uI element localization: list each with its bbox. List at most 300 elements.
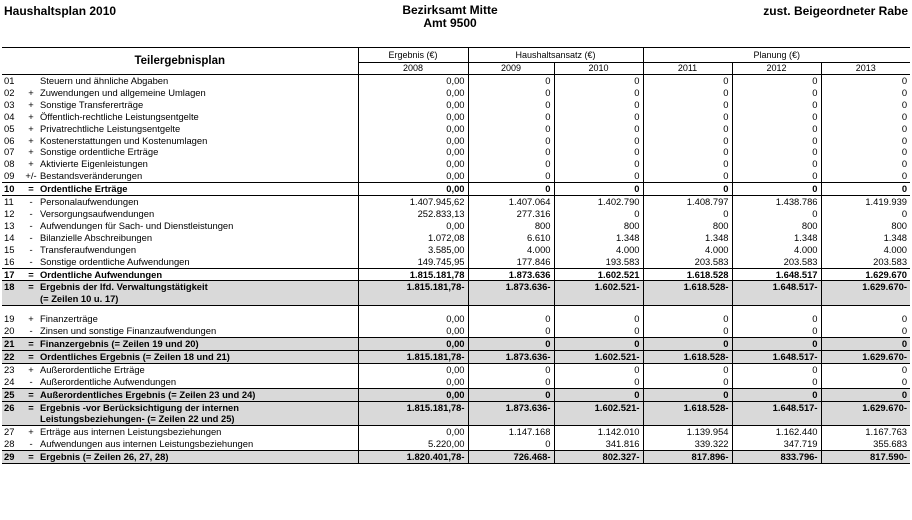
table-row [2,451,910,464]
row-number [2,293,24,305]
row-operator [24,75,38,87]
row-label: Zuwendungen und allgemeine Umlagen [40,86,206,98]
row-value: 1.873.636- [468,350,554,363]
row-value: 355.683 [821,438,910,450]
row-value: 0 [554,87,643,99]
row-value: 0 [732,363,821,375]
row-label: Finanzerträge [40,313,98,325]
row-value: 1.348 [643,232,732,244]
row-value [821,293,910,305]
row-number: 15 [4,243,15,255]
row-label: Ergebnis (= Zeilen 26, 27, 28) [38,451,358,464]
row-operator: + [28,86,34,98]
row-operator: = [24,268,38,281]
row-value: 817.590- [821,451,910,464]
row-value: 193.583 [554,256,643,268]
row-operator: - [29,375,33,387]
row-label: Außerordentliche Aufwendungen [40,375,177,387]
row-value: 0 [643,338,732,351]
row-value: 0 [732,99,821,111]
row-number: 11 [4,196,14,208]
row-value: 1.407.064 [468,196,554,208]
row-value: 0 [732,158,821,170]
row-value: 0 [643,87,732,99]
group-header-haushaltsansatz: Haushaltsansatz (€) [468,48,643,63]
row-value: 0 [468,123,554,135]
row-label: Transferaufwendungen [40,243,137,255]
spacer-cell [468,306,554,314]
row-number: 05 [4,122,15,134]
header-plan-title: Haushaltsplan 2010 [4,4,117,18]
year-header: 2012 [732,63,821,75]
row-number: 23 [4,363,15,375]
row-value: 1.629.670- [821,281,910,293]
table-row [2,350,910,363]
row-value: 0 [554,146,643,158]
row-label: Sonstige ordentliche Erträge [40,146,159,158]
row-operator [24,293,38,305]
row-value: 1.873.636- [468,281,554,293]
row-value: 0 [643,135,732,147]
table-row [2,183,910,196]
row-value: 0,00 [358,363,468,375]
table-row [2,388,910,401]
table-title: Teilergebnisplan [2,48,358,75]
row-value: 1.618.528- [643,281,732,293]
table-row [2,313,910,325]
row-number: 08 [4,158,15,170]
row-label: Ordentliches Ergebnis (= Zeilen 18 und 21) [38,350,358,363]
row-label: Bilanzielle Abschreibungen [40,231,153,243]
row-value: 0 [643,313,732,325]
row-value: 0 [732,111,821,123]
row-value: 1.348 [732,232,821,244]
row-value: 0 [821,338,910,351]
row-value: 0 [554,208,643,220]
row-value: 203.583 [821,256,910,268]
row-value: 1.618.528- [643,350,732,363]
row-value: 1.629.670- [821,401,910,413]
header-office-name: Bezirksamt Mitte [402,3,498,17]
row-value: 1.348 [821,232,910,244]
row-value: 0 [554,111,643,123]
row-value: 800 [643,220,732,232]
row-value: 1.815.181,78 [358,268,468,281]
table-row-continuation [2,413,910,425]
row-label-continuation: (= Zeilen 10 u. 17) [38,293,358,305]
row-value: 0 [643,363,732,375]
row-value [468,413,554,425]
row-label: Außerordentliches Ergebnis (= Zeilen 23 und 24) [38,388,358,401]
row-operator: = [24,388,38,401]
table-body [2,75,910,464]
row-value: 0,00 [358,111,468,123]
row-value: 341.816 [554,438,643,450]
row-operator: = [24,350,38,363]
table-row [2,111,910,123]
row-label: Öffentlich-rechtliche Leistungsentgelte [40,110,199,122]
row-value: 339.322 [643,438,732,450]
row-value: 0 [468,87,554,99]
row-value: 0,00 [358,170,468,182]
row-number: 13 [4,219,15,231]
row-value: 0 [732,135,821,147]
row-value: 0 [732,75,821,87]
row-value: 4.000 [732,244,821,256]
row-value: 0 [554,99,643,111]
row-operator: - [29,243,33,255]
row-value: 0 [643,158,732,170]
row-value: 1.167.763 [821,426,910,438]
row-operator: - [29,219,33,231]
row-value: 0 [554,363,643,375]
table-row [2,208,910,220]
row-value: 0,00 [358,220,468,232]
row-number: 20 [4,325,15,337]
table-row [2,75,910,87]
row-value: 726.468- [468,451,554,464]
row-value: 0 [821,388,910,401]
row-label: Sonstige Transfererträge [40,98,144,110]
row-label: Aktivierte Eigenleistungen [40,158,148,170]
row-operator: + [28,98,34,110]
row-value: 0 [554,170,643,182]
table-row [2,135,910,147]
row-label: Bestandsveränderungen [40,170,143,182]
row-value: 203.583 [643,256,732,268]
row-label: Versorgungsaufwendungen [40,207,155,219]
row-value: 0,00 [358,135,468,147]
row-value: 1.602.521- [554,401,643,413]
row-label: Außerordentliche Erträge [40,363,145,375]
row-value: 0 [821,158,910,170]
row-value: 6.610 [468,232,554,244]
row-value: 0 [554,338,643,351]
row-value: 0 [468,183,554,196]
row-value: 1.602.521- [554,281,643,293]
row-label: Steuern und ähnliche Abgaben [40,75,169,86]
row-number: 18 [2,281,24,293]
row-operator: - [29,255,33,267]
row-value: 800 [732,220,821,232]
spacer-row [2,306,910,314]
row-value: 1.419.939 [821,196,910,208]
row-number: 19 [4,313,15,325]
row-value: 0,00 [358,99,468,111]
table-row [2,268,910,281]
row-label: Finanzergebnis (= Zeilen 19 und 20) [38,338,358,351]
row-number: 14 [4,231,15,243]
row-value: 0 [468,363,554,375]
row-number: 28 [4,438,15,450]
row-value: 0 [732,338,821,351]
row-value: 4.000 [821,244,910,256]
row-number: 03 [4,98,15,110]
row-value: 0 [732,87,821,99]
row-operator: = [24,338,38,351]
row-value: 0 [468,338,554,351]
row-value: 0 [821,313,910,325]
row-number: 09 [4,170,15,182]
row-value: 0,00 [358,75,468,87]
row-label: Ergebnis der lfd. Verwaltungstätigkeit [38,281,358,293]
row-value: 1.072,08 [358,232,468,244]
row-value: 802.327- [554,451,643,464]
row-value: 1.815.181,78- [358,401,468,413]
spacer-cell [643,306,732,314]
row-value: 0,00 [358,183,468,196]
row-value: 1.602.521- [554,350,643,363]
table-row [2,232,910,244]
year-header: 2008 [358,63,468,75]
row-value: 0 [643,123,732,135]
row-value: 1.629.670 [821,268,910,281]
row-value: 0,00 [358,87,468,99]
row-value: 149.745,95 [358,256,468,268]
row-value: 833.796- [732,451,821,464]
table-row [2,146,910,158]
row-operator: - [29,438,33,450]
row-value: 1.407.945,62 [358,196,468,208]
row-number: 29 [2,451,24,464]
row-value: 1.402.790 [554,196,643,208]
row-value: 0 [821,87,910,99]
table-row [2,256,910,268]
row-value: 1.142.010 [554,426,643,438]
row-value: 1.820.401,78- [358,451,468,464]
row-operator [24,413,38,425]
row-value: 0 [821,376,910,388]
row-operator: - [29,207,33,219]
row-value: 0 [732,313,821,325]
row-value: 0 [732,183,821,196]
row-operator: + [28,426,34,438]
row-value: 0 [468,111,554,123]
row-operator: = [24,281,38,293]
row-value: 0 [468,158,554,170]
row-value: 1.648.517- [732,350,821,363]
row-value: 1.348 [554,232,643,244]
row-value: 0 [468,376,554,388]
row-value: 5.220,00 [358,438,468,450]
row-value: 0 [468,99,554,111]
row-operator: = [24,183,38,196]
row-value: 0 [643,146,732,158]
row-value: 347.719 [732,438,821,450]
row-value: 252.833,13 [358,208,468,220]
row-operator: + [28,122,34,134]
row-value: 0 [554,75,643,87]
row-value: 0 [468,313,554,325]
row-value: 0 [468,135,554,147]
row-operator: + [28,146,34,158]
row-number [2,413,24,425]
table-row [2,426,910,438]
row-value: 0 [821,146,910,158]
page-header [0,0,912,40]
row-value: 0 [468,388,554,401]
header-office-unit: Amt 9500 [423,16,477,30]
row-number: 22 [2,350,24,363]
row-value: 1.618.528- [643,401,732,413]
row-number: 16 [4,255,15,267]
row-value: 0 [554,158,643,170]
row-operator: - [29,325,33,337]
row-label: Privatrechtliche Leistungsentgelte [40,122,181,134]
row-value: 0 [732,146,821,158]
row-number: 17 [2,268,24,281]
row-value: 0 [821,170,910,182]
row-value: 0,00 [358,376,468,388]
row-label: Personalaufwendungen [40,196,139,208]
spacer-cell [821,306,910,314]
row-number: 10 [2,183,24,196]
row-operator: + [28,363,34,375]
row-value: 4.000 [468,244,554,256]
row-value: 0 [554,325,643,337]
table-row [2,170,910,182]
row-label: Ergebnis -vor Berücksichtigung der internen [38,401,358,413]
row-value: 203.583 [732,256,821,268]
row-value: 4.000 [554,244,643,256]
spacer-cell [358,306,468,314]
row-value: 0,00 [358,325,468,337]
row-value: 0,00 [358,388,468,401]
row-number: 12 [4,207,15,219]
group-header-planung: Planung (€) [643,48,910,63]
year-header: 2013 [821,63,910,75]
row-value: 3.585,00 [358,244,468,256]
row-value: 1.648.517 [732,268,821,281]
row-value [554,293,643,305]
row-value: 800 [821,220,910,232]
row-value [643,413,732,425]
table-row [2,158,910,170]
row-value [358,413,468,425]
row-value: 1.602.521 [554,268,643,281]
header-responsible: zust. Beigeordneter Rabe [763,4,908,18]
table-row [2,325,910,337]
table-row [2,244,910,256]
row-value: 1.162.440 [732,426,821,438]
row-operator: + [28,158,34,170]
row-value: 0 [468,146,554,158]
row-value: 1.438.786 [732,196,821,208]
row-number: 25 [2,388,24,401]
row-operator: - [29,196,33,208]
row-number: 06 [4,134,15,146]
table-row [2,338,910,351]
row-value: 1.139.954 [643,426,732,438]
row-value: 1.873.636 [468,268,554,281]
row-number: 24 [4,375,15,387]
row-label: Kostenerstattungen und Kostenumlagen [40,134,208,146]
row-value: 800 [554,220,643,232]
row-operator: + [28,313,34,325]
row-value: 0,00 [358,338,468,351]
row-value: 0 [554,313,643,325]
row-value: 0 [732,388,821,401]
row-value: 1.147.168 [468,426,554,438]
row-value: 0 [643,99,732,111]
row-operator: - [29,231,33,243]
row-value: 0 [821,363,910,375]
row-value: 1.629.670- [821,350,910,363]
row-number: 02 [4,86,15,98]
row-value: 1.873.636- [468,401,554,413]
row-value [732,413,821,425]
row-value: 0 [554,123,643,135]
row-value: 1.815.181,78- [358,281,468,293]
row-value: 1.408.797 [643,196,732,208]
row-label: Erträge aus internen Leistungsbeziehungen [40,426,222,438]
row-value: 0 [821,75,910,87]
row-label: Ordentliche Aufwendungen [38,268,358,281]
table-row-continuation [2,293,910,305]
row-value: 0 [732,325,821,337]
row-value [358,293,468,305]
row-number: 27 [4,426,15,438]
row-value: 0 [554,183,643,196]
row-value: 0 [821,325,910,337]
row-operator: + [28,110,34,122]
row-number: 21 [2,338,24,351]
row-value: 0,00 [358,313,468,325]
row-label: Sonstige ordentliche Aufwendungen [40,255,190,267]
year-header: 2010 [554,63,643,75]
row-value: 0 [468,75,554,87]
table-row [2,438,910,450]
row-number: 26 [2,401,24,413]
row-operator: = [24,451,38,464]
row-value: 0 [821,99,910,111]
group-header-ergebnis: Ergebnis (€) [358,48,468,63]
row-value: 0 [468,170,554,182]
row-value: 817.896- [643,451,732,464]
table-row [2,363,910,375]
table-row [2,99,910,111]
row-value: 0 [732,123,821,135]
year-header: 2009 [468,63,554,75]
row-value: 0,00 [358,146,468,158]
row-label: Aufwendungen aus internen Leistungsbeziehungen [40,438,254,450]
row-value [732,293,821,305]
spacer-cell [2,306,358,314]
row-value: 0 [643,325,732,337]
row-value: 0 [821,135,910,147]
row-number: 04 [4,110,15,122]
row-value: 0 [554,135,643,147]
row-value [821,413,910,425]
row-operator: = [24,401,38,413]
row-label: Aufwendungen für Sach- und Dienstleistungen [40,219,234,231]
row-value: 0,00 [358,158,468,170]
row-value: 0 [821,208,910,220]
row-value: 0 [821,123,910,135]
row-value: 0 [554,376,643,388]
row-label-continuation: Leistungsbeziehungen- (= Zeilen 22 und 25) [38,413,358,425]
row-value: 0 [643,208,732,220]
row-value [643,293,732,305]
row-value: 0 [732,170,821,182]
row-number: 01 [4,75,15,86]
row-value: 1.648.517- [732,281,821,293]
row-value: 0 [821,183,910,196]
row-value: 1.618.528 [643,268,732,281]
header-office [360,4,540,30]
row-value: 0,00 [358,426,468,438]
row-value: 0 [643,388,732,401]
